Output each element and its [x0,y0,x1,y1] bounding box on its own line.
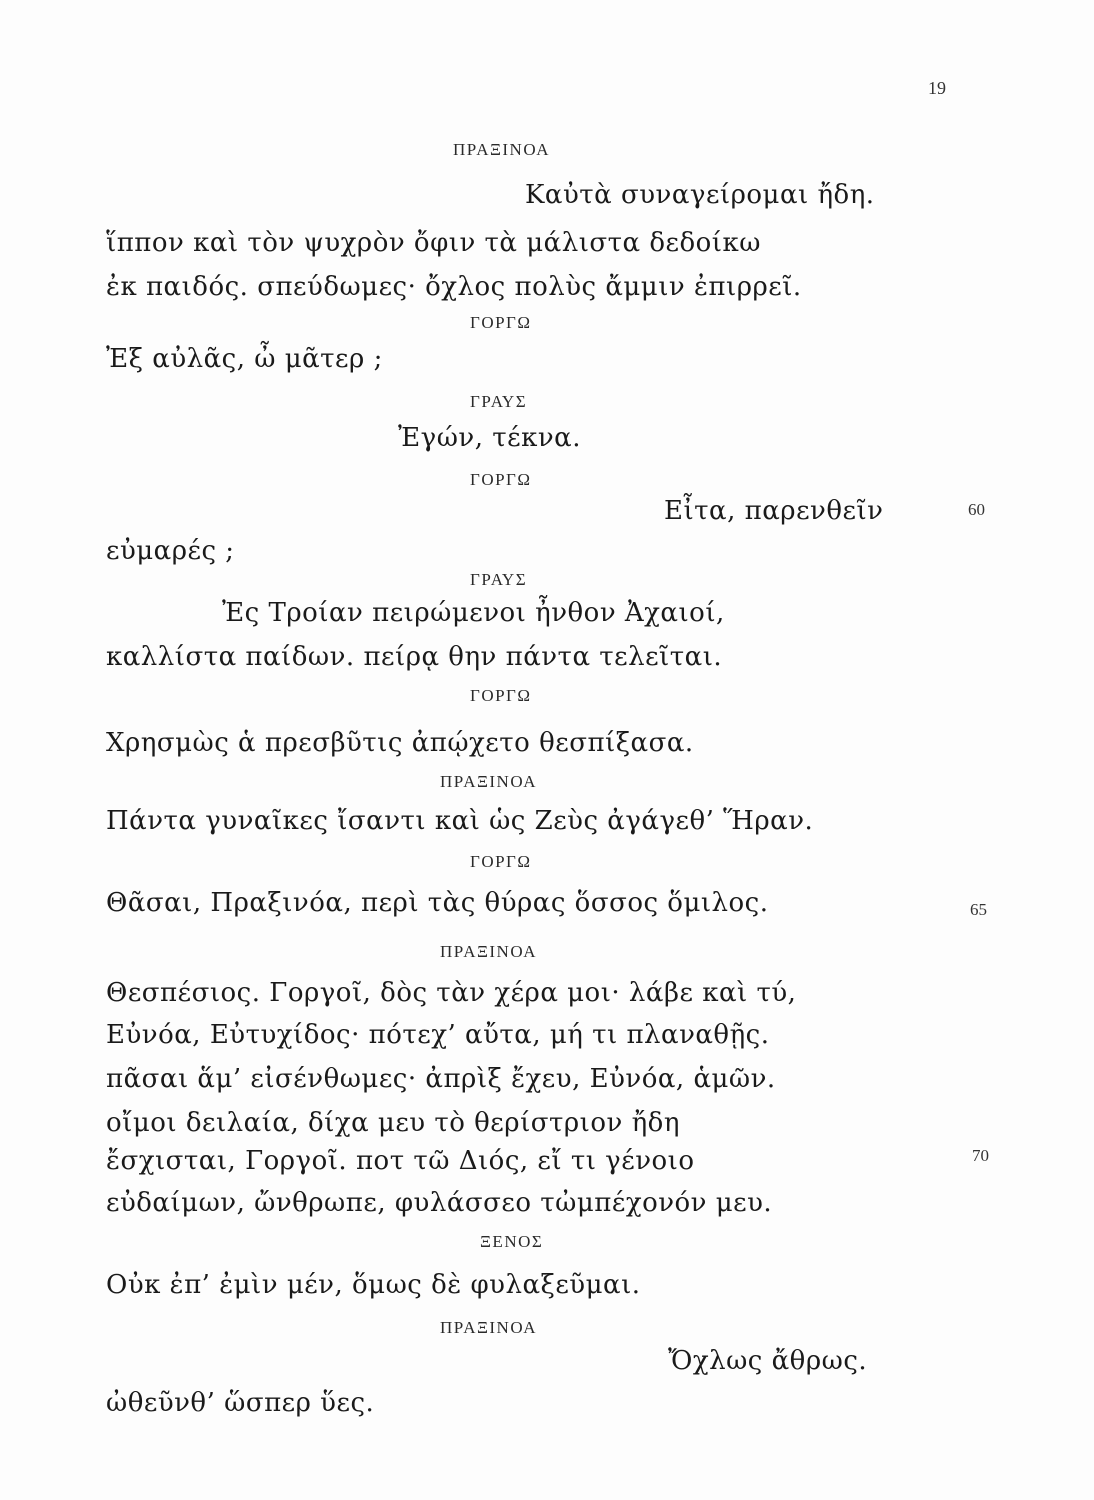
verse-line: Θεσπέσιος. Γοργοῖ, δὸς τὰν χέρα μοι· λάβε καὶ τύ, [106,978,797,1008]
verse-line: οἴμοι δειλαία, δίχα μευ τὸ θερίστριον ἤδη [106,1108,680,1138]
verse-line: Πάντα γυναῖκες ἴσαντι καὶ ὡς Ζεὺς ἀγάγεθ’ Ἥραν. [106,806,814,836]
speaker-heading: ΓΟΡΓΩ [470,852,532,871]
speaker-heading: ΓΟΡΓΩ [470,313,532,332]
speaker-heading: ΓΟΡΓΩ [470,470,532,489]
verse-line: Ἐξ αὐλᾶς, ὦ μᾶτερ ; [106,344,383,374]
verse-line: Ἐς Τροίαν πειρώμενοι ἦνθον Ἀχαιοί, [222,598,725,628]
speaker-heading: ΞΕΝΟΣ [480,1232,544,1251]
verse-line: Χρησμὼς ἁ πρεσβῦτις ἀπῴχετο θεσπίξασα. [106,728,694,758]
verse-line: Ἐγών, τέκνα. [398,423,581,453]
verse-line: Θᾶσαι, Πραξινόα, περὶ τὰς θύρας ὅσσος ὅμιλος. [106,888,769,918]
line-number: 65 [970,900,987,919]
speaker-heading: ΠΡΑΞΙΝΟΑ [440,772,538,791]
verse-line: Οὐκ ἐπ’ ἐμὶν μέν, ὅμως δὲ φυλαξεῦμαι. [106,1270,641,1300]
verse-line: Ὄχλως ἄθρως. [668,1346,868,1376]
speaker-heading: ΓΡΑΥΣ [470,392,528,411]
verse-line: ἔσχισται, Γοργοῖ. ποτ τῶ Διός, εἴ τι γένοιο [106,1146,695,1176]
verse-line: Εὐνόα, Εὐτυχίδος· πότεχ’ αὔτα, μή τι πλαναθῇς. [106,1020,770,1050]
line-number: 60 [968,500,985,519]
speaker-heading: ΠΡΑΞΙΝΟΑ [440,1318,538,1337]
speaker-heading: ΓΡΑΥΣ [470,570,528,589]
line-number: 70 [972,1146,989,1165]
verse-line: εὐδαίμων, ὤνθρωπε, φυλάσσεο τὠμπέχονόν μευ. [106,1188,773,1218]
verse-line: Εἶτα, παρενθεῖν [664,496,884,526]
verse-line: εὐμαρές ; [106,536,235,566]
verse-line: ἐκ παιδός. σπεύδωμες· ὄχλος πολὺς ἄμμιν ἐπιρρεῖ. [106,272,802,302]
verse-line: πᾶσαι ἅμ’ εἰσένθωμες· ἀπρὶξ ἔχευ, Εὐνόα, ἁμῶν. [106,1064,776,1094]
speaker-heading: ΠΡΑΞΙΝΟΑ [440,942,538,961]
speaker-heading: ΠΡΑΞΙΝΟΑ [453,140,551,159]
verse-line: ἵππον καὶ τὸν ψυχρὸν ὄφιν τὰ μάλιστα δεδοίκω [106,228,761,258]
verse-line: ὠθεῦνθ’ ὥσπερ ὕες. [106,1388,375,1418]
verse-line: καλλίστα παίδων. πείρᾳ θην πάντα τελεῖται. [106,642,723,672]
speaker-heading: ΓΟΡΓΩ [470,686,532,705]
verse-line: Καὐτὰ συναγείρομαι ἤδη. [525,180,875,210]
page-number: 19 [928,78,946,98]
